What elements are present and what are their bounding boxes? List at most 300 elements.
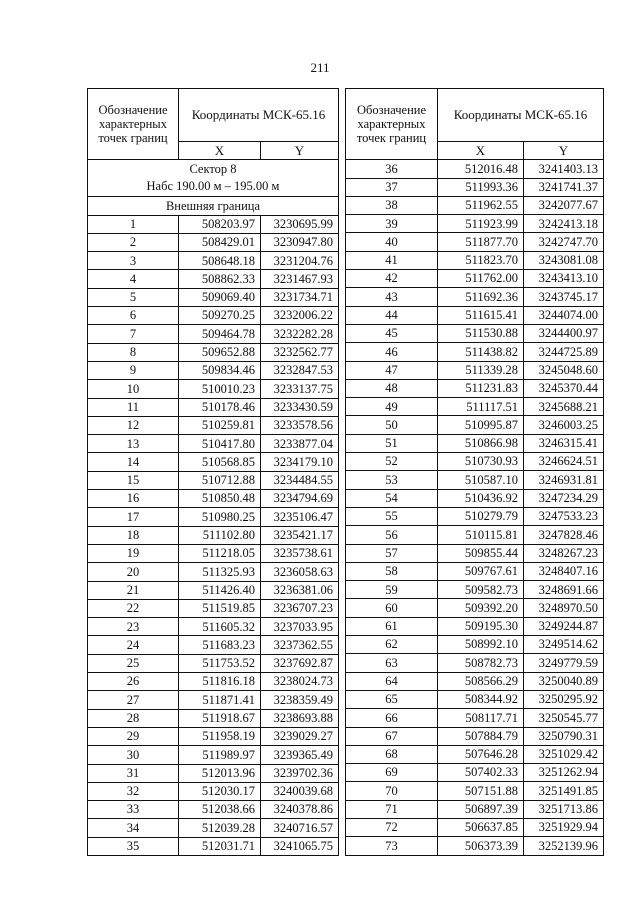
- coord-y: 3240716.57: [261, 819, 339, 837]
- table-row: [88, 801, 339, 819]
- coord-x: 511615.41: [438, 306, 524, 324]
- point-number: 6: [88, 307, 179, 325]
- coord-y: 3238024.73: [261, 673, 339, 691]
- coord-y: 3246003.25: [524, 416, 604, 434]
- coord-x: 511605.32: [179, 618, 261, 636]
- coord-x: 511519.85: [179, 599, 261, 617]
- coord-x: 509270.25: [179, 307, 261, 325]
- point-number: 30: [88, 746, 179, 764]
- coord-y: 3246931.81: [524, 471, 604, 489]
- coord-x: 509069.40: [179, 288, 261, 306]
- coord-x: 511962.55: [438, 196, 524, 214]
- table-row: [346, 782, 604, 800]
- coord-y: 3245688.21: [524, 398, 604, 416]
- coord-y: 3252139.96: [524, 837, 604, 855]
- coord-y: 3235421.17: [261, 526, 339, 544]
- table-row: [346, 489, 604, 507]
- coord-x: 512039.28: [179, 819, 261, 837]
- table-row: [88, 380, 339, 398]
- coord-x: 509767.61: [438, 562, 524, 580]
- coord-y: 3251491.85: [524, 782, 604, 800]
- coord-y: 3232847.53: [261, 361, 339, 379]
- coord-y: 3241403.13: [524, 160, 604, 178]
- coord-x: 509834.46: [179, 361, 261, 379]
- coord-y: 3241741.37: [524, 178, 604, 196]
- point-number: 23: [88, 618, 179, 636]
- table-row: [88, 252, 339, 270]
- coord-x: 509195.30: [438, 617, 524, 635]
- coord-x: 507402.33: [438, 764, 524, 782]
- table-row: [346, 196, 604, 214]
- coord-x: 510850.48: [179, 490, 261, 508]
- coord-y: 3250790.31: [524, 727, 604, 745]
- coord-y: 3245370.44: [524, 379, 604, 397]
- coord-y: 3239029.27: [261, 727, 339, 745]
- point-number: 9: [88, 361, 179, 379]
- coord-y: 3249514.62: [524, 636, 604, 654]
- coord-x: 512016.48: [438, 160, 524, 178]
- coord-y: 3250040.89: [524, 672, 604, 690]
- coordinates-table-left: [87, 88, 339, 856]
- table-row: [88, 581, 339, 599]
- point-number: 53: [346, 471, 438, 489]
- point-designation-header: Обозначение характерных точек границ: [88, 89, 179, 160]
- point-number: 32: [88, 782, 179, 800]
- coord-x: 509582.73: [438, 581, 524, 599]
- coord-y: 3234179.10: [261, 453, 339, 471]
- table-row: [346, 343, 604, 361]
- coord-y: 3248407.16: [524, 562, 604, 580]
- point-number: 2: [88, 233, 179, 251]
- point-number: 33: [88, 801, 179, 819]
- coord-y: 3237692.87: [261, 654, 339, 672]
- point-number: 31: [88, 764, 179, 782]
- coord-y: 3236381.06: [261, 581, 339, 599]
- coord-x: 506637.85: [438, 818, 524, 836]
- coord-x: 511958.19: [179, 727, 261, 745]
- coord-x: 510115.81: [438, 526, 524, 544]
- coord-x: 510568.85: [179, 453, 261, 471]
- coord-y: 3242413.18: [524, 215, 604, 233]
- coord-x: 508992.10: [438, 636, 524, 654]
- table-row: [346, 453, 604, 471]
- coord-y: 3233877.04: [261, 435, 339, 453]
- coordinates-table-left-body: [88, 89, 339, 856]
- coord-x: 511683.23: [179, 636, 261, 654]
- point-number: 72: [346, 818, 438, 836]
- point-number: 25: [88, 654, 179, 672]
- coord-x: 508117.71: [438, 709, 524, 727]
- coord-y: 3239702.36: [261, 764, 339, 782]
- coord-x: 510587.10: [438, 471, 524, 489]
- coord-y: 3236058.63: [261, 563, 339, 581]
- coord-x: 511877.70: [438, 233, 524, 251]
- coord-x: 507646.28: [438, 745, 524, 763]
- coord-x: 508566.29: [438, 672, 524, 690]
- coord-x: 509392.20: [438, 599, 524, 617]
- coord-y: 3242077.67: [524, 196, 604, 214]
- coord-y: 3231467.93: [261, 270, 339, 288]
- coord-x: 507151.88: [438, 782, 524, 800]
- coord-y: 3251713.86: [524, 800, 604, 818]
- y-header: Y: [524, 142, 604, 160]
- coord-y: 3243413.10: [524, 270, 604, 288]
- coord-y: 3239365.49: [261, 746, 339, 764]
- coord-y: 3238693.88: [261, 709, 339, 727]
- coord-x: 511231.83: [438, 379, 524, 397]
- table-row: [88, 599, 339, 617]
- table-row: [88, 819, 339, 837]
- point-number: 29: [88, 727, 179, 745]
- boundary-title: Внешняя граница: [88, 197, 339, 215]
- table-row: [346, 416, 604, 434]
- point-number: 24: [88, 636, 179, 654]
- table-row: [88, 325, 339, 343]
- table-row: [88, 490, 339, 508]
- table-row: [346, 178, 604, 196]
- coord-x: 511325.93: [179, 563, 261, 581]
- table-row: [88, 343, 339, 361]
- coord-x: 510178.46: [179, 398, 261, 416]
- coord-y: 3243745.17: [524, 288, 604, 306]
- coord-x: 512013.96: [179, 764, 261, 782]
- table-row: [88, 837, 339, 855]
- table-row: [88, 673, 339, 691]
- table-row: [346, 288, 604, 306]
- table-row: [346, 544, 604, 562]
- point-number: 7: [88, 325, 179, 343]
- coord-y: 3251262.94: [524, 764, 604, 782]
- point-number: 37: [346, 178, 438, 196]
- table-row: [88, 398, 339, 416]
- point-number: 12: [88, 416, 179, 434]
- coord-x: 510010.23: [179, 380, 261, 398]
- table-row: [346, 745, 604, 763]
- point-number: 45: [346, 324, 438, 342]
- point-number: 43: [346, 288, 438, 306]
- table-row: [346, 562, 604, 580]
- table-row: [88, 636, 339, 654]
- coord-y: 3244074.00: [524, 306, 604, 324]
- table-row: [346, 434, 604, 452]
- table-row: [88, 471, 339, 489]
- table-row: [346, 233, 604, 251]
- point-number: 14: [88, 453, 179, 471]
- coord-y: 3249244.87: [524, 617, 604, 635]
- point-number: 16: [88, 490, 179, 508]
- coord-x: 511218.05: [179, 544, 261, 562]
- point-number: 21: [88, 581, 179, 599]
- coord-x: 508344.92: [438, 690, 524, 708]
- coord-x: 511117.51: [438, 398, 524, 416]
- point-number: 60: [346, 599, 438, 617]
- coord-y: 3237033.95: [261, 618, 339, 636]
- table-row: [346, 160, 604, 178]
- table-row: [346, 599, 604, 617]
- point-designation-header: Обозначение характерных точек границ: [346, 89, 438, 160]
- table-row: [88, 764, 339, 782]
- point-number: 68: [346, 745, 438, 763]
- coord-x: 511426.40: [179, 581, 261, 599]
- coord-x: 508648.18: [179, 252, 261, 270]
- table-row: [346, 379, 604, 397]
- coord-y: 3247234.29: [524, 489, 604, 507]
- coord-y: 3240378.86: [261, 801, 339, 819]
- table-row: [88, 288, 339, 306]
- point-number: 70: [346, 782, 438, 800]
- coord-x: 511339.28: [438, 361, 524, 379]
- coord-x: 512030.17: [179, 782, 261, 800]
- coord-x: 511762.00: [438, 270, 524, 288]
- coord-y: 3230695.99: [261, 215, 339, 233]
- point-number: 69: [346, 764, 438, 782]
- point-number: 55: [346, 507, 438, 525]
- header-row: [346, 89, 604, 142]
- coord-y: 3250295.92: [524, 690, 604, 708]
- coord-x: 506897.39: [438, 800, 524, 818]
- table-row: [88, 361, 339, 379]
- coord-x: 511923.99: [438, 215, 524, 233]
- point-number: 28: [88, 709, 179, 727]
- coord-x: 509652.88: [179, 343, 261, 361]
- coord-x: 510279.79: [438, 507, 524, 525]
- coord-x: 512038.66: [179, 801, 261, 819]
- point-number: 71: [346, 800, 438, 818]
- point-number: 1: [88, 215, 179, 233]
- point-number: 8: [88, 343, 179, 361]
- table-row: [346, 215, 604, 233]
- sector-name: Сектор 8: [189, 162, 237, 177]
- coord-x: 511871.41: [179, 691, 261, 709]
- coord-x: 511823.70: [438, 251, 524, 269]
- coord-y: 3246624.51: [524, 453, 604, 471]
- coord-x: 510980.25: [179, 508, 261, 526]
- table-row: [346, 837, 604, 855]
- table-row: [346, 818, 604, 836]
- point-number: 56: [346, 526, 438, 544]
- table-row: [346, 361, 604, 379]
- coord-y: 3237362.55: [261, 636, 339, 654]
- coord-y: 3247533.23: [524, 507, 604, 525]
- coord-x: 510730.93: [438, 453, 524, 471]
- page-number: 211: [310, 60, 330, 75]
- coord-y: 3248970.50: [524, 599, 604, 617]
- coord-x: 511918.67: [179, 709, 261, 727]
- table-row: [346, 690, 604, 708]
- point-number: 44: [346, 306, 438, 324]
- table-row: [346, 800, 604, 818]
- table-row: [88, 618, 339, 636]
- coord-x: 510417.80: [179, 435, 261, 453]
- point-number: 19: [88, 544, 179, 562]
- coord-y: 3244400.97: [524, 324, 604, 342]
- table-row: [346, 636, 604, 654]
- coord-y: 3233430.59: [261, 398, 339, 416]
- point-number: 15: [88, 471, 179, 489]
- y-header: Y: [261, 142, 339, 160]
- coord-y: 3248267.23: [524, 544, 604, 562]
- table-row: [88, 746, 339, 764]
- coord-x: 507884.79: [438, 727, 524, 745]
- header-row: [88, 89, 339, 142]
- coordinates-table-right: [345, 88, 604, 856]
- point-number: 54: [346, 489, 438, 507]
- point-number: 64: [346, 672, 438, 690]
- coord-x: 510259.81: [179, 416, 261, 434]
- point-number: 41: [346, 251, 438, 269]
- coord-y: 3231204.76: [261, 252, 339, 270]
- table-row: [346, 471, 604, 489]
- table-row: [346, 526, 604, 544]
- coord-y: 3234794.69: [261, 490, 339, 508]
- coord-y: 3240039.68: [261, 782, 339, 800]
- point-number: 10: [88, 380, 179, 398]
- table-row: [88, 233, 339, 251]
- table-row: [88, 709, 339, 727]
- coordinates-table-right-body: [346, 89, 604, 856]
- table-row: [346, 709, 604, 727]
- coord-y: 3251029.42: [524, 745, 604, 763]
- table-row: [346, 764, 604, 782]
- coord-x: 511102.80: [179, 526, 261, 544]
- table-row: [346, 507, 604, 525]
- point-number: 22: [88, 599, 179, 617]
- coord-x: 506373.39: [438, 837, 524, 855]
- point-number: 35: [88, 837, 179, 855]
- coords-title-header: Координаты МСК-65.16: [179, 89, 339, 142]
- table-row: [88, 453, 339, 471]
- coord-y: 3231734.71: [261, 288, 339, 306]
- table-row: [88, 654, 339, 672]
- coord-y: 3233137.75: [261, 380, 339, 398]
- coord-x: 510712.88: [179, 471, 261, 489]
- point-number: 26: [88, 673, 179, 691]
- coord-x: 508203.97: [179, 215, 261, 233]
- coord-y: 3232282.28: [261, 325, 339, 343]
- table-row: [88, 270, 339, 288]
- coord-y: 3232562.77: [261, 343, 339, 361]
- coord-x: 511993.36: [438, 178, 524, 196]
- point-number: 49: [346, 398, 438, 416]
- point-number: 63: [346, 654, 438, 672]
- coord-x: 508429.01: [179, 233, 261, 251]
- table-row: [88, 691, 339, 709]
- coord-y: 3235738.61: [261, 544, 339, 562]
- point-number: 62: [346, 636, 438, 654]
- table-row: [346, 727, 604, 745]
- coord-x: 509464.78: [179, 325, 261, 343]
- point-number: 66: [346, 709, 438, 727]
- table-row: [346, 306, 604, 324]
- coord-x: 511438.82: [438, 343, 524, 361]
- coord-x: 511692.36: [438, 288, 524, 306]
- point-number: 40: [346, 233, 438, 251]
- coord-y: 3233578.56: [261, 416, 339, 434]
- point-number: 27: [88, 691, 179, 709]
- coord-y: 3234484.55: [261, 471, 339, 489]
- table-row: [88, 508, 339, 526]
- table-row: [346, 672, 604, 690]
- table-row: [88, 307, 339, 325]
- coord-y: 3244725.89: [524, 343, 604, 361]
- point-number: 38: [346, 196, 438, 214]
- point-number: 52: [346, 453, 438, 471]
- coord-y: 3232006.22: [261, 307, 339, 325]
- coord-x: 510866.98: [438, 434, 524, 452]
- point-number: 61: [346, 617, 438, 635]
- point-number: 46: [346, 343, 438, 361]
- coord-x: 511530.88: [438, 324, 524, 342]
- table-row: [88, 215, 339, 233]
- table-row: [88, 526, 339, 544]
- table-row: [346, 617, 604, 635]
- point-number: 47: [346, 361, 438, 379]
- coords-title-header: Координаты МСК-65.16: [438, 89, 604, 142]
- coord-y: 3246315.41: [524, 434, 604, 452]
- table-row: [88, 435, 339, 453]
- table-row: [346, 398, 604, 416]
- table-row: [88, 563, 339, 581]
- boundary-row: [88, 197, 339, 215]
- coord-x: 512031.71: [179, 837, 261, 855]
- point-number: 39: [346, 215, 438, 233]
- point-number: 4: [88, 270, 179, 288]
- coord-y: 3249779.59: [524, 654, 604, 672]
- point-number: 34: [88, 819, 179, 837]
- table-row: [88, 782, 339, 800]
- coord-y: 3251929.94: [524, 818, 604, 836]
- coord-y: 3245048.60: [524, 361, 604, 379]
- table-row: [88, 416, 339, 434]
- point-number: 67: [346, 727, 438, 745]
- coord-y: 3236707.23: [261, 599, 339, 617]
- sector-title: [88, 160, 339, 197]
- coord-x: 511753.52: [179, 654, 261, 672]
- point-number: 73: [346, 837, 438, 855]
- point-number: 5: [88, 288, 179, 306]
- sector-row: [88, 160, 339, 197]
- point-number: 65: [346, 690, 438, 708]
- table-row: [346, 581, 604, 599]
- point-number: 59: [346, 581, 438, 599]
- coord-y: 3230947.80: [261, 233, 339, 251]
- point-number: 20: [88, 563, 179, 581]
- coord-x: 511816.18: [179, 673, 261, 691]
- point-number: 36: [346, 160, 438, 178]
- point-number: 48: [346, 379, 438, 397]
- table-row: [346, 654, 604, 672]
- coord-y: 3243081.08: [524, 251, 604, 269]
- table-row: [88, 544, 339, 562]
- point-number: 11: [88, 398, 179, 416]
- coord-x: 508862.33: [179, 270, 261, 288]
- point-number: 17: [88, 508, 179, 526]
- coord-y: 3235106.47: [261, 508, 339, 526]
- coord-x: 511989.97: [179, 746, 261, 764]
- coord-x: 509855.44: [438, 544, 524, 562]
- point-number: 51: [346, 434, 438, 452]
- coord-x: 510436.92: [438, 489, 524, 507]
- x-header: X: [438, 142, 524, 160]
- coord-y: 3250545.77: [524, 709, 604, 727]
- point-number: 13: [88, 435, 179, 453]
- point-number: 3: [88, 252, 179, 270]
- x-header: X: [179, 142, 261, 160]
- table-row: [346, 324, 604, 342]
- sector-elevation: Набс 190.00 м – 195.00 м: [146, 179, 280, 194]
- coord-y: 3248691.66: [524, 581, 604, 599]
- point-number: 18: [88, 526, 179, 544]
